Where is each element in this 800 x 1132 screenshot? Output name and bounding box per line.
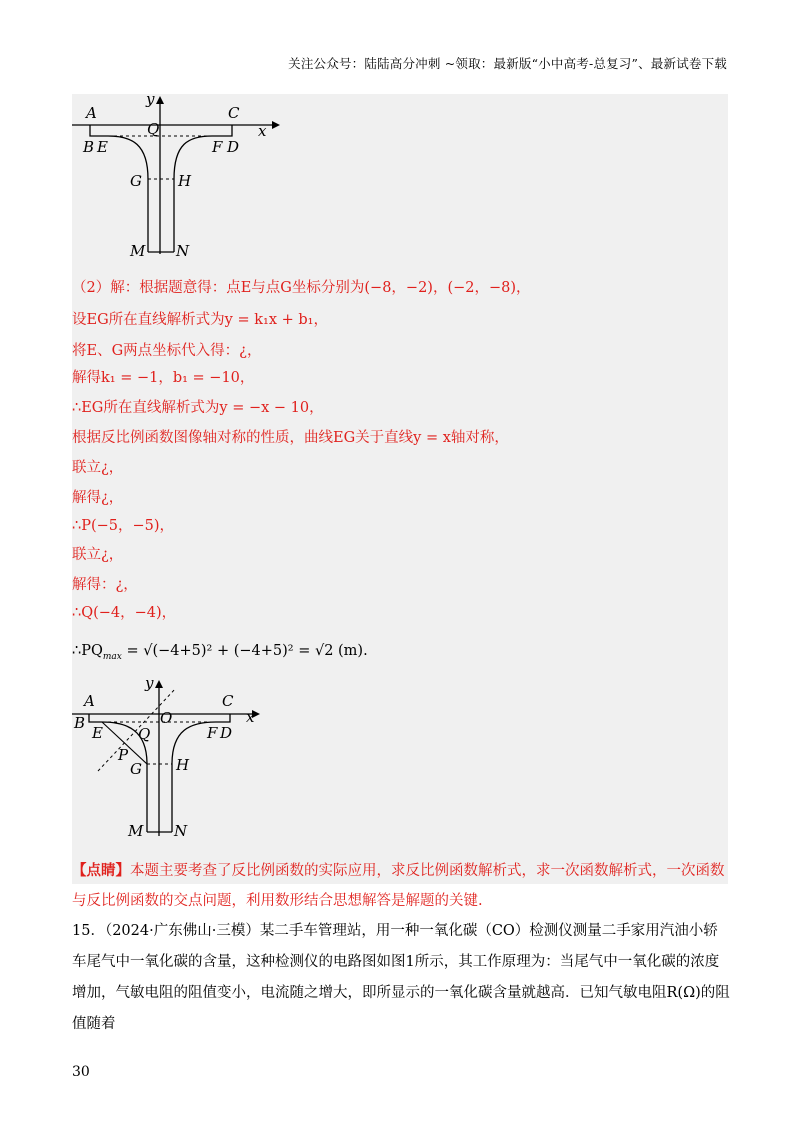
solution-line-10: 联立¿，: [72, 547, 124, 563]
solution-line-11: 解得：¿，: [72, 577, 138, 593]
key-point-note: 【点睛】本题主要考查了反比例函数的实际应用，求反比例函数解析式，求一次函数解析式，一次函数与反比例函数的交点问题，利用数形结合思想解答是解题的关键.: [72, 862, 725, 909]
problem-15-text: 15．（2024·广东佛山·三模）某二手车管理站，用一种一氧化碳（CO）检测仪测量二手家用汽油小轿车尾气中一氧化碳的含量，这种检测仪的电路图如图1所示，其工作原理为：当尾气中一氧化碳的浓度增加，气敏电阻的阻值变小，电流随之增大，即所显示的一氧化碳含量就越高．已知气敏电阻R(Ω)的阻值随着: [72, 923, 730, 1032]
page-header: 关注公众号：陆陆高分冲刺 ~领取：最新版“小中高考-总复习”、最新试卷下载: [288, 56, 727, 71]
svg-text:M: M: [128, 822, 144, 840]
solution-line-6: 根据反比例函数图像轴对称的性质，曲线EG关于直线y = x轴对称，: [72, 430, 509, 446]
solution-line-8: 解得¿，: [72, 490, 124, 506]
svg-text:C: C: [222, 692, 234, 710]
svg-text:H: H: [176, 756, 190, 774]
page-number: 30: [72, 1064, 90, 1080]
svg-text:F: F: [207, 724, 218, 742]
solution-line-3: 将E、G两点坐标代入得：¿，: [72, 343, 262, 359]
solution-line-7: 联立¿，: [72, 460, 124, 476]
solution-line-5: ∴EG所在直线解析式为y = −x − 10，: [72, 400, 324, 416]
svg-text:G: G: [130, 760, 142, 778]
curve-EG: [108, 136, 148, 252]
svg-text:D: D: [220, 724, 233, 742]
svg-text:M: M: [130, 242, 146, 260]
solution-line-13: $\therefore PQ_{max} = √(-4+5)^2 + (-4+5)^2 = √2$ (m).: [72, 643, 368, 662]
svg-text:B: B: [83, 138, 95, 156]
svg-text:O: O: [160, 709, 173, 727]
svg-text:x: x: [246, 708, 255, 726]
svg-text:A: A: [86, 104, 97, 122]
svg-text:N: N: [174, 822, 188, 840]
svg-text:G: G: [130, 172, 142, 190]
svg-text:C: C: [228, 104, 240, 122]
svg-text:F: F: [212, 138, 223, 156]
svg-text:E: E: [92, 724, 103, 742]
svg-text:x: x: [258, 122, 267, 140]
svg-text:D: D: [227, 138, 240, 156]
solution-line-1: （2）解：根据题意得：点E与点G坐标分别为(−8，−2)，(−2，−8)，: [72, 280, 531, 296]
figure-1: [72, 94, 292, 268]
svg-text:Q: Q: [147, 120, 160, 138]
figure-2: [72, 676, 292, 852]
svg-text:y: y: [145, 676, 154, 692]
svg-text:H: H: [178, 172, 192, 190]
curve-FH: [174, 136, 212, 252]
solution-line-9: ∴P(−5，−5)，: [72, 518, 175, 534]
solution-line-12: ∴Q(−4，−4)，: [72, 605, 177, 621]
svg-text:N: N: [176, 242, 190, 260]
svg-text:A: A: [84, 692, 95, 710]
svg-text:Q: Q: [138, 725, 151, 743]
svg-text:B: B: [74, 714, 86, 732]
solution-line-4: 解得k₁ = −1，b₁ = −10，: [72, 370, 255, 386]
svg-text:y: y: [146, 94, 155, 108]
solution-line-2: 设EG所在直线解析式为y = k₁x + b₁，: [72, 312, 328, 328]
svg-text:P: P: [118, 746, 129, 764]
svg-text:E: E: [97, 138, 108, 156]
